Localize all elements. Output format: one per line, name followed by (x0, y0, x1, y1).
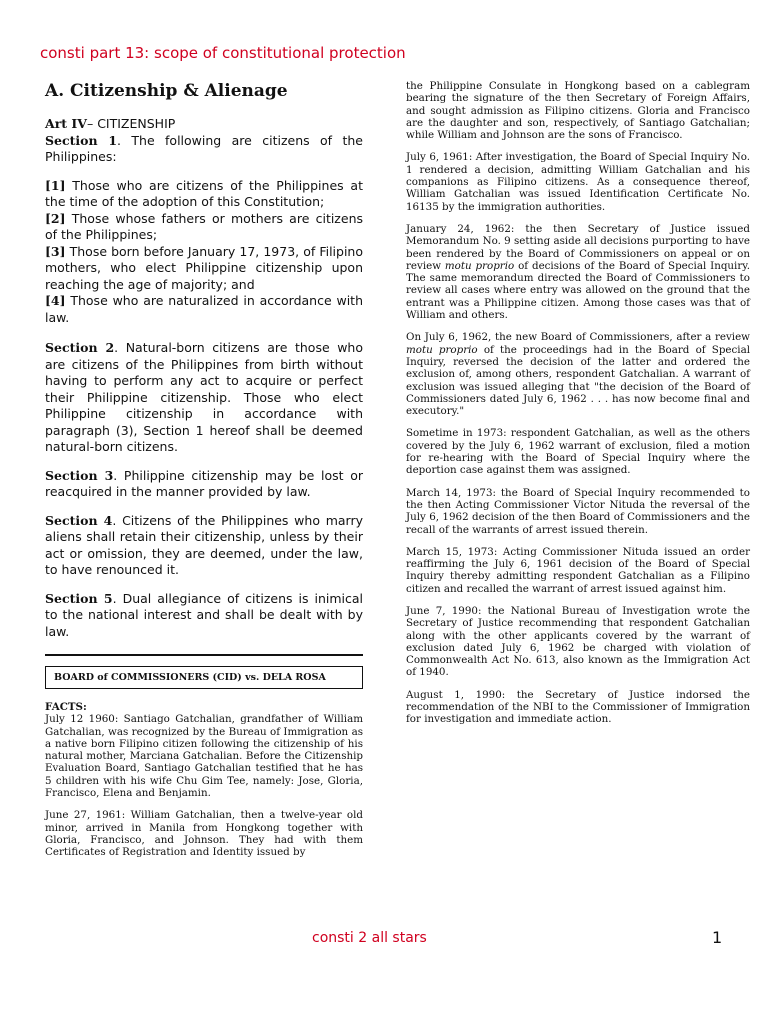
section-3-text: . Philippine citizenship may be lost or reacquired in the manner provided by law. (45, 467, 363, 499)
section-1-text: . The following are citizens of the Philippines: (45, 132, 363, 164)
item-number: [2] (45, 210, 66, 226)
item-number: [4] (45, 293, 66, 308)
article-line (45, 116, 363, 133)
text-run: On July 6, 1962, the new Board of Commissioners, after a review (406, 331, 750, 344)
italic-term: motu proprio (444, 259, 515, 272)
section-5-label: Section 5 (45, 590, 113, 606)
left-column (45, 80, 363, 869)
facts-paragraph: March 14, 1973: the Board of Special Inquiry recommended to the then Acting Commissioner Victor Nituda the reversal of the July 6, 1962 decision of the then Board of Commissioners and the recall of the warrants of arrest issued therein. (406, 486, 750, 536)
section-1-label: Section 1 (45, 132, 118, 148)
facts-paragraph: March 15, 1973: Acting Commissioner Nituda issued an order reaffirming the July 6, 1961 decision of the Board of Special Inquiry thereby admitting respondent Gatchalian as a Filipino citizen and recalled the warrant of arrest issued against him. (406, 545, 750, 595)
case-title-box: BOARD of COMMISSIONERS (CID) vs. DELA ROSA (45, 666, 363, 689)
divider (45, 654, 363, 656)
page-number: 1 (712, 928, 723, 947)
document-footer: consti 2 all stars (312, 930, 427, 946)
facts-paragraph (406, 331, 750, 417)
facts-paragraph: July 6, 1961: After investigation, the Board of Special Inquiry No. 1 rendered a decision, admitting William Gatchalian and his companions as Filipino citizens. As a consequence thereof, William Gatchalian was issued Identification Certificate No. 16135 by the immigration authorities. (406, 151, 750, 213)
list-item (45, 244, 363, 294)
text-run: of decisions of the Board of Special Inquiry. The same memorandum directed the Board of Commissioners to review all cases where entry was allowed on the ground that the entrant was a Philippine citizen. Among those cases was that of William and others. (406, 259, 750, 322)
section-4 (45, 513, 363, 579)
document-header: consti part 13: scope of constitutional protection (40, 44, 406, 62)
text-run: January 24, 1962: the then Secretary of Justice issued Memorandum No. 9 setting aside all decisions purporting to have been rendered by the Board of Commissioners on appeal or on review (406, 222, 750, 272)
facts-paragraph: June 7, 1990: the National Bureau of Investigation wrote the Secretary of Justice recommending that respondent Gatchalian along with the other applicants covered by the warrant of exclusion dated July 6, 1962 be charged with violation of Commonwealth Act No. 613, also known as the Immigration Act of 1940. (406, 604, 750, 679)
facts-label: FACTS: (45, 701, 87, 713)
right-column (406, 80, 750, 736)
text-run: of the proceedings had in the Board of Special Inquiry, reversed the decision of the latter and ordered the exclusion of, among others, respondent Gatchalian. A warrant of exclusion was issued alleging that "the decision of the Board of Commissioners dated July 6, 1962 . . . has now become final and executory." (406, 343, 750, 418)
section-4-text: . Citizens of the Philippines who marry aliens shall retain their citizenship, unless by their act or omission, they are deemed, under the law, to have renounced it. (45, 512, 363, 577)
list-item (45, 293, 363, 326)
facts-paragraph: June 27, 1961: William Gatchalian, then a twelve-year old minor, arrived in Manila from Hongkong together with Gloria, Francisco, and Johnson. They had with them Certificates of Registration and Identity issued by (45, 809, 363, 859)
item-text: Those who are citizens of the Philippines at the time of the adoption of this Constitution; (45, 177, 363, 209)
facts-paragraph: July 12 1960: Santiago Gatchalian, grandfather of William Gatchalian, was recognized by the Bureau of Immigration as a native born Filipino citizen following the citizenship of his natural mother, Marciana Gatchalian. Before the Citizenship Evaluation Board, Santiago Gatchalian testified that he has 5 children with his wife Chu Gim Tee, namely: Jose, Gloria, Francisco, Elena and Benjamin. (45, 713, 363, 800)
section-5 (45, 591, 363, 641)
list-item (45, 178, 363, 211)
section-4-label: Section 4 (45, 512, 113, 528)
article-label: Art IV (45, 116, 87, 131)
facts-paragraph (406, 223, 750, 321)
facts-paragraph: Sometime in 1973: respondent Gatchalian, as well as the others covered by the July 6, 1962 warrant of exclusion, filed a motion for re-hearing with the Board of Special Inquiry where the deportion case against them was assigned. (406, 427, 750, 477)
item-number: [1] (45, 177, 66, 193)
article-title: – CITIZENSHIP (86, 116, 176, 131)
section-3 (45, 468, 363, 501)
section-heading: A. Citizenship & Alienage (45, 81, 288, 101)
item-number: [3] (45, 243, 66, 259)
facts-block (45, 701, 363, 859)
section-3-label: Section 3 (45, 467, 114, 483)
facts-paragraph: the Philippine Consulate in Hongkong based on a cablegram bearing the signature of the then Secretary of Foreign Affairs, and sought admission as Filipino citizens. Gloria and Francisco are the daughter and son, respectively, of Santiago Gatchalian; while William and Johnson are the sons of Francisco. (406, 80, 750, 142)
item-text: Those whose fathers or mothers are citizens of the Philippines; (45, 210, 363, 242)
section-2-text: . Natural-born citizens are those who are citizens of the Philippines from birth without having to perform any act to acquire or perfect their Philippine citizenship. Those who elect Philippine citizenship in accordance with paragraph (3), Section 1 hereof shall be deemed natural-born citizens. (45, 340, 363, 454)
facts-paragraph: August 1, 1990: the Secretary of Justice indorsed the recommendation of the NBI to the Commissioner of Immigration for investigation and immediate action. (406, 688, 750, 726)
item-text: Those born before January 17, 1973, of Filipino mothers, who elect Philippine citizenship upon reaching the age of majority; and (45, 243, 363, 292)
list-item (45, 211, 363, 244)
section-5-text: . Dual allegiance of citizens is inimical to the national interest and shall be dealt with by law. (45, 590, 363, 639)
section-1 (45, 133, 363, 166)
section-2-label: Section 2 (45, 340, 115, 355)
section-2 (45, 340, 363, 456)
italic-term: motu proprio (406, 343, 478, 356)
item-text: Those who are naturalized in accordance with law. (45, 293, 363, 325)
